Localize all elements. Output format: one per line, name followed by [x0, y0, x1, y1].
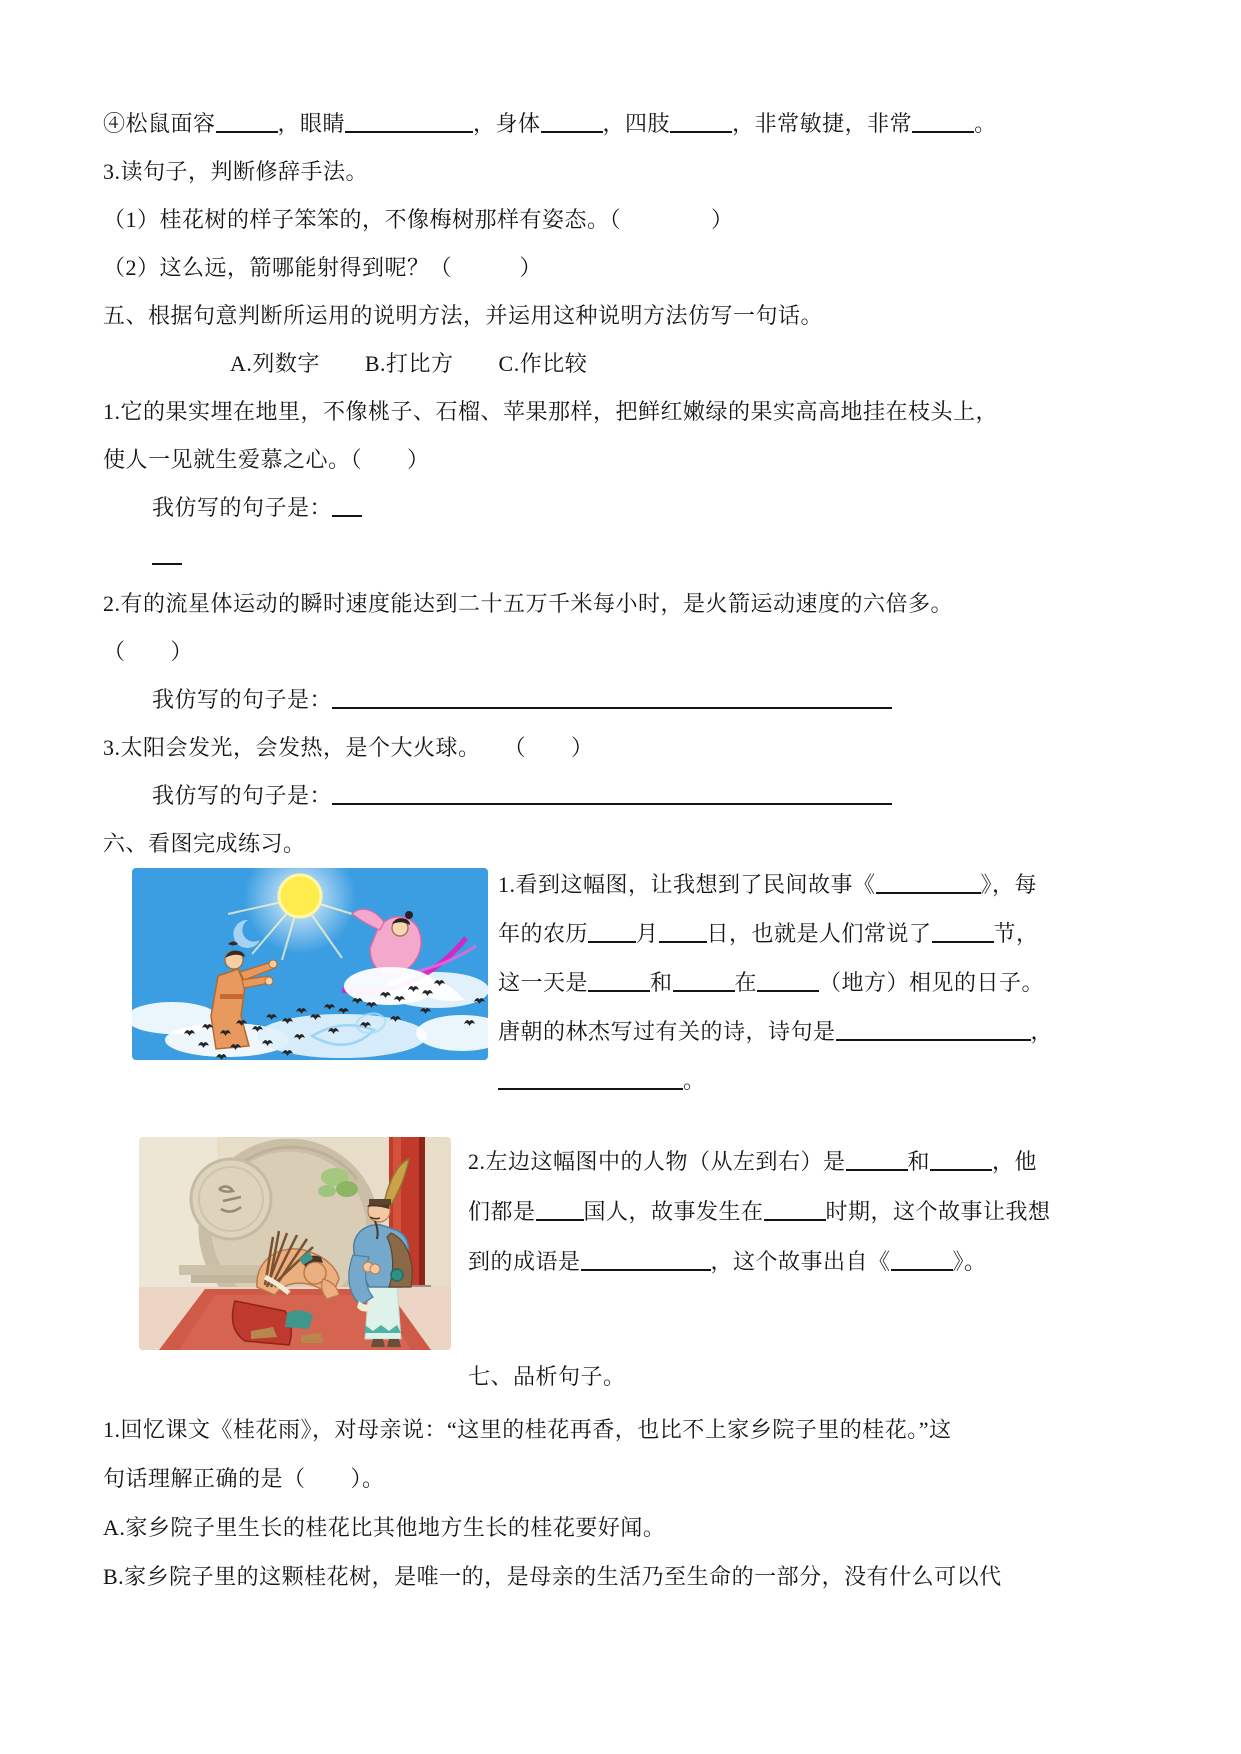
- worksheet-line: [103, 628, 1141, 676]
- worksheet-line: [103, 244, 1141, 292]
- fill-in-blank: [932, 919, 994, 943]
- figure2-row: [139, 1137, 1141, 1401]
- line-text: 月: [636, 921, 659, 946]
- worksheet-line: [498, 958, 1053, 1007]
- line-text: 我仿写的句子是：: [152, 687, 333, 712]
- line-text: 1.回忆课文《桂花雨》，对母亲说：“这里的桂花再香，也比不上家乡院子里的桂花。”这: [103, 1417, 952, 1442]
- fill-in-blank: [846, 1147, 908, 1171]
- line-text: 句话理解正确的是（ ）。: [103, 1466, 385, 1491]
- worksheet-line: [103, 436, 1141, 484]
- line-text: ④松鼠面容: [103, 111, 216, 136]
- fill-in-blank: [332, 781, 892, 805]
- line-text: 六、看图完成练习。: [103, 831, 306, 856]
- fill-in-blank: [345, 109, 473, 133]
- worksheet-line: [103, 724, 1141, 772]
- line-text: ，他: [992, 1149, 1038, 1174]
- fill-in-blank: [659, 919, 707, 943]
- fill-in-blank: [541, 109, 603, 133]
- bottom-section: [103, 1405, 1141, 1601]
- qixi-magpie-bridge-illustration: [132, 868, 488, 1060]
- fill-in-blank: [673, 968, 735, 992]
- fill-in-blank: [588, 968, 650, 992]
- line-text: 年的农历: [498, 921, 589, 946]
- line-text: 节，: [993, 921, 1039, 946]
- line-text: 》，每: [980, 872, 1038, 897]
- line-text: 1.它的果实埋在地里，不像桃子、石榴、苹果那样，把鲜红嫩绿的果实高高地挂在枝头上，: [103, 399, 999, 424]
- line-text: 这一天是: [498, 970, 589, 995]
- line-text: A.列数字 B.打比方 C.作比较: [230, 351, 588, 376]
- worksheet-line: [103, 388, 1141, 436]
- line-text: 3.读句子，判断修辞手法。: [103, 159, 369, 184]
- section7-heading: 七、品析句子。: [468, 1364, 626, 1389]
- line-text: ，非常敏捷，非常: [732, 111, 913, 136]
- line-text: 和: [650, 970, 673, 995]
- line-text: ，: [1030, 1019, 1054, 1044]
- line-text: A.家乡院子里生长的桂花比其他地方生长的桂花要好闻。: [103, 1515, 666, 1540]
- worksheet-line: [103, 100, 1141, 148]
- fill-in-blank: [757, 968, 819, 992]
- fill-in-blank: [216, 109, 278, 133]
- figure1-text: [498, 860, 1053, 1105]
- line-text: 在: [734, 970, 758, 995]
- line-text: 3.太阳会发光，会发热，是个大火球。 （ ）: [103, 735, 594, 760]
- worksheet-line: [103, 340, 1141, 388]
- line-text: 到的成语是: [468, 1249, 581, 1274]
- worksheet-line: [468, 1137, 1051, 1187]
- line-text: 日，也就是人们常说了: [706, 921, 932, 946]
- fill-in-blank: [670, 109, 732, 133]
- line-text: ，眼睛: [277, 111, 346, 136]
- line-text: 们都是: [468, 1199, 536, 1224]
- figure2-column: [468, 1137, 1051, 1401]
- worksheet-line: [103, 1454, 1141, 1503]
- worksheet-line: [468, 1187, 1051, 1237]
- fill-in-blank: [912, 109, 974, 133]
- worksheet-line: [103, 484, 1141, 532]
- line-text: （地方）相见的日子。: [819, 970, 1045, 995]
- line-text: 1.看到这幅图，让我想到了民间故事《: [498, 872, 876, 897]
- worksheet-line: [103, 772, 1141, 820]
- line-text: ，身体: [473, 111, 541, 136]
- worksheet-line: [103, 292, 1141, 340]
- fill-in-blank: [332, 685, 892, 709]
- line-text: 使人一见就生爱慕之心。（ ）: [103, 447, 430, 472]
- fill-in-blank: [836, 1017, 1031, 1041]
- worksheet-line: [103, 1552, 1141, 1601]
- fill-in-blank: [536, 1197, 584, 1221]
- worksheet-line: [103, 1405, 1141, 1454]
- fill-in-blank: [876, 870, 981, 894]
- line-text: 。: [683, 1068, 706, 1093]
- fill-in-blank: [588, 919, 636, 943]
- worksheet-line: [468, 1237, 1051, 1287]
- fill-in-blank: [581, 1247, 711, 1271]
- fill-in-blank: [764, 1197, 826, 1221]
- line-text: 时期，这个故事让我想: [825, 1199, 1051, 1224]
- line-text: 》。: [952, 1249, 987, 1274]
- worksheet-line: [103, 196, 1141, 244]
- line-text: 国人，故事发生在: [583, 1199, 764, 1224]
- fill-in-blank: [152, 541, 182, 565]
- fill-in-blank: [332, 493, 362, 517]
- line-text: 唐朝的林杰写过有关的诗，诗句是: [498, 1019, 836, 1044]
- figure1-row: [132, 868, 1141, 1105]
- fill-in-blank: [498, 1066, 683, 1090]
- line-text: （ ）: [103, 639, 194, 664]
- worksheet-line: [103, 580, 1141, 628]
- line-text: 我仿写的句子是：: [152, 495, 333, 520]
- line-text: 2.有的流星体运动的瞬时速度能达到二十五万千米每小时，是火箭运动速度的六倍多。: [103, 591, 954, 616]
- line-text: ，这个故事出自《: [710, 1249, 891, 1274]
- worksheet-line: [498, 1007, 1053, 1056]
- line-text: 五、根据句意判断所运用的说明方法，并运用这种说明方法仿写一句话。: [103, 303, 824, 328]
- line-text: （2）这么远，箭哪能射得到呢？（ ）: [103, 255, 543, 280]
- thorn-apology-illustration: [139, 1137, 451, 1350]
- worksheet-line: [103, 676, 1141, 724]
- worksheet-line: [498, 909, 1053, 958]
- fill-in-blank: [930, 1147, 992, 1171]
- line-text: B.家乡院子里的这颗桂花树，是唯一的，是母亲的生活乃至生命的一部分，没有什么可以代: [103, 1564, 1002, 1589]
- line-text: ，四肢: [602, 111, 671, 136]
- line-text: 和: [907, 1149, 931, 1174]
- worksheet-line: [103, 148, 1141, 196]
- top-section: [103, 100, 1141, 868]
- line-text: 我仿写的句子是：: [152, 783, 333, 808]
- line-text: 。: [974, 111, 997, 136]
- fill-in-blank: [891, 1247, 953, 1271]
- line-text: （1）桂花树的样子笨笨的，不像梅树那样有姿态。（ ）: [103, 207, 734, 232]
- figure2-text: [468, 1137, 1051, 1287]
- worksheet-line: [103, 532, 1141, 580]
- worksheet-line: [498, 1056, 1053, 1105]
- worksheet-line: [498, 860, 1053, 909]
- worksheet-line: [103, 1503, 1141, 1552]
- line-text: 2.左边这幅图中的人物（从左到右）是: [468, 1149, 846, 1174]
